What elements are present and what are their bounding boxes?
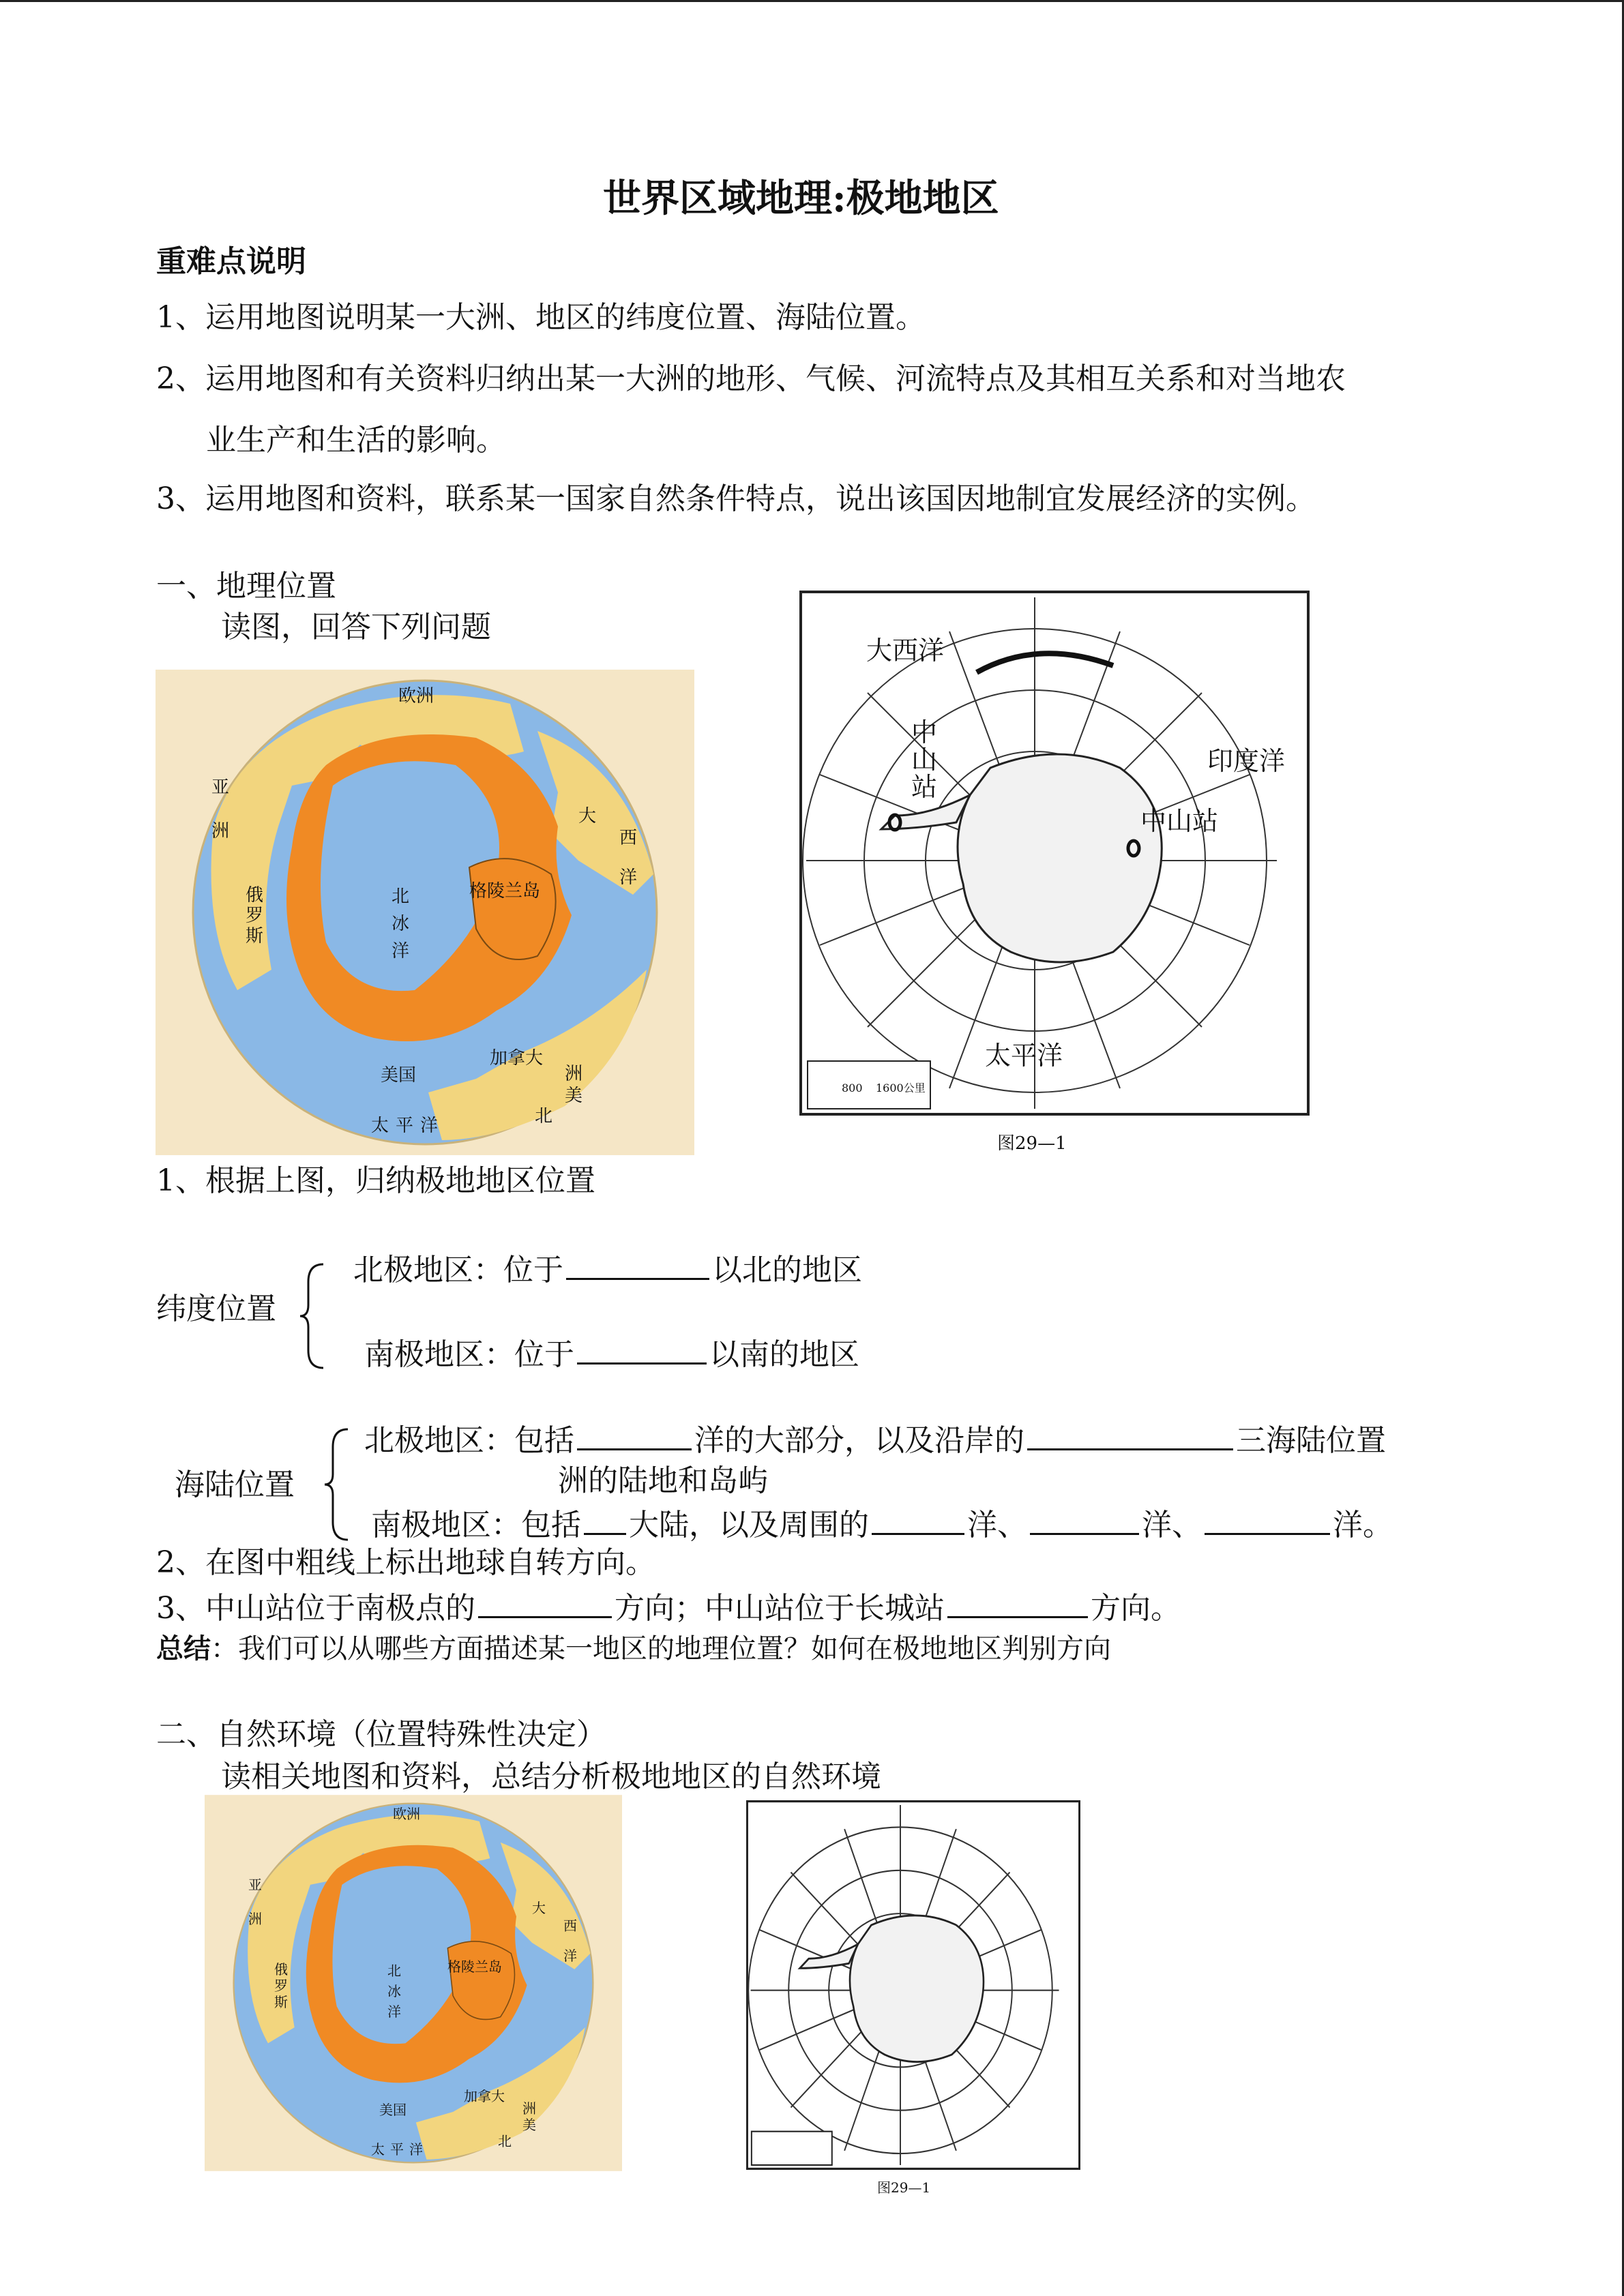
key-point-2: 2、运用地图和有关资料归纳出某一大洲的地形、气候、河流特点及其相互关系和对当地农 [156,361,1346,396]
antarctic-label-vertical-1: 中 [911,717,938,747]
arctic2-label-ocean-3: 洋 [387,2003,401,2020]
arctic2-label-russia-3: 斯 [274,1994,288,2010]
arctic-label-pacific-2: 平 [396,1116,414,1136]
antarctic-map-2-caption: 图29—1 [877,2179,931,2196]
summary-line [156,1632,1111,1665]
antarctic-label-vertical-3: 站 [911,772,938,802]
arctic-label-arctic-ocean-1: 北 [392,886,410,907]
antarctic-label-pacific: 太平洋 [985,1041,1063,1071]
north-sea-prefix: 北极地区：包括 [364,1423,574,1458]
arctic2-label-canada: 加拿大 [464,2088,505,2104]
arctic2-label-russia-2: 罗 [274,1978,288,1994]
question-3-blank-2[interactable] [947,1589,1088,1618]
arctic-map [156,670,694,1155]
arctic-label-europe: 欧洲 [398,686,434,706]
arctic2-label-atlantic-2: 西 [563,1918,577,1934]
arctic-label-asia-2: 洲 [211,821,230,841]
antarctic-map [799,591,1310,1116]
north-latitude-line [353,1251,862,1289]
summary-text: ：我们可以从哪些方面描述某一地区的地理位置？如何在极地地区判别方向 [211,1633,1111,1665]
north-sea-blank-ocean[interactable] [577,1421,692,1450]
latitude-label: 纬度位置 [156,1292,276,1326]
arctic2-label-europe: 欧洲 [393,1806,420,1822]
south-latitude-prefix: 南极地区：位于 [364,1337,574,1372]
north-latitude-suffix: 以北的地区 [712,1253,862,1287]
arctic2-label-asia-2: 洲 [248,1911,262,1927]
antarctic-label-vertical-2: 山 [911,745,938,775]
section1-instruction: 读图，回答下列问题 [221,610,491,644]
question-3-line [156,1589,1181,1627]
antarctic-scale-1600: 1600公里 [876,1082,926,1094]
arctic2-label-greenland: 格陵兰岛 [447,1958,502,1975]
section2-heading: 二、自然环境（位置特殊性决定） [156,1717,606,1752]
north-sea-blank-continents[interactable] [1027,1421,1233,1450]
south-sea-ocean-2: 洋、 [1142,1508,1202,1542]
north-latitude-prefix: 北极地区：位于 [353,1253,563,1287]
arctic2-label-america-2: 洲 [522,2100,536,2117]
section1-heading: 一、地理位置 [156,569,336,603]
arctic-label-russia-2: 罗 [246,906,264,926]
arctic-label-america-1: 美 [565,1086,583,1106]
south-latitude-suffix: 以南的地区 [709,1337,859,1372]
south-sea-ocean-1: 洋、 [967,1508,1027,1542]
arctic-label-pacific-3: 洋 [420,1116,439,1136]
arctic-label-pacific-1: 太 [371,1116,389,1136]
south-sea-blank-ocean-1[interactable] [872,1506,964,1535]
south-sea-blank-ocean-2[interactable] [1030,1506,1139,1535]
question-2: 2、在图中粗线上标出地球自转方向。 [156,1545,655,1580]
section2-instruction: 读相关地图和资料，总结分析极地地区的自然环境 [221,1759,881,1794]
south-sea-ocean-end: 洋。 [1333,1508,1393,1542]
south-sea-prefix: 南极地区：包括 [371,1508,581,1542]
south-latitude-blank[interactable] [577,1335,707,1365]
antarctic-label-indian: 印度洋 [1207,746,1286,776]
arctic-label-russia-1: 俄 [246,885,264,906]
arctic2-label-america-1: 美 [522,2117,536,2133]
arctic2-label-ocean-2: 冰 [387,1983,401,1999]
arctic2-label-ocean-1: 北 [387,1963,401,1979]
arctic-label-canada: 加拿大 [490,1048,544,1069]
arctic-label-america-3: 北 [535,1106,553,1127]
arctic-label-arctic-ocean-2: 冰 [392,914,410,934]
north-sea-mid: 洋的大部分，以及沿岸的 [694,1423,1024,1458]
antarctic-label-zhongshan: 中山站 [1140,806,1219,836]
north-latitude-blank[interactable] [566,1251,709,1280]
antarctic-map-2 [746,1800,1080,2170]
arctic-label-usa: 美国 [381,1065,417,1086]
north-sea-line [364,1421,1386,1459]
arctic2-label-asia-1: 亚 [248,1877,262,1893]
north-sea-line2: 洲的陆地和岛屿 [558,1463,768,1498]
page-border-top [0,0,1624,2]
summary-label: 总结 [156,1632,211,1665]
arctic2-label-atlantic-3: 洋 [563,1948,577,1964]
antarctic-scale-800: 800 [842,1082,863,1094]
question-1: 1、根据上图，归纳极地地区位置 [156,1163,595,1198]
arctic2-label-pacific-3: 洋 [409,2141,423,2158]
south-sea-line [371,1506,1393,1544]
sea-land-brace [323,1427,351,1542]
question-3-mid: 方向；中山站位于长城站 [615,1591,945,1626]
page-title: 世界区域地理:极地地区 [603,176,999,221]
key-point-1: 1、运用地图说明某一大洲、地区的纬度位置、海陆位置。 [156,300,926,335]
arctic-label-atlantic-2: 西 [619,828,638,848]
key-point-3: 3、运用地图和资料，联系某一国家自然条件特点，说出该国因地制宜发展经济的实例。 [156,481,1316,516]
south-sea-mid: 大陆，以及周围的 [629,1508,869,1542]
question-3-suffix: 方向。 [1091,1591,1181,1626]
question-3-prefix: 3、中山站位于南极点的 [156,1591,475,1626]
sea-land-label: 海陆位置 [175,1467,295,1502]
arctic2-label-america-3: 北 [498,2133,512,2149]
arctic-label-atlantic-1: 大 [578,806,597,826]
arctic-label-arctic-ocean-3: 洋 [392,941,410,961]
arctic-label-greenland: 格陵兰岛 [469,881,541,901]
north-sea-suffix: 三海陆位置 [1236,1423,1386,1458]
arctic-label-russia-3: 斯 [246,926,264,946]
south-latitude-line [364,1335,859,1373]
arctic2-label-usa: 美国 [379,2102,407,2118]
arctic-label-atlantic-3: 洋 [619,867,638,888]
antarctic-label-atlantic: 大西洋 [866,636,945,666]
south-sea-blank-continent[interactable] [584,1506,626,1535]
question-3-blank-1[interactable] [478,1589,612,1618]
arctic2-label-atlantic-1: 大 [532,1900,546,1916]
south-sea-blank-ocean-3[interactable] [1205,1506,1330,1535]
arctic2-label-pacific-2: 平 [390,2141,404,2158]
arctic-label-america-2: 洲 [565,1064,583,1084]
key-points-heading: 重难点说明 [156,244,306,279]
latitude-brace [299,1262,326,1371]
key-point-2-cont: 业生产和生活的影响。 [206,423,506,458]
arctic2-label-pacific-1: 太 [371,2141,385,2158]
arctic2-label-russia-1: 俄 [274,1961,288,1978]
arctic-map-2 [205,1795,622,2171]
antarctic-map-caption: 图29—1 [997,1133,1067,1154]
arctic-label-asia-1: 亚 [211,777,230,798]
